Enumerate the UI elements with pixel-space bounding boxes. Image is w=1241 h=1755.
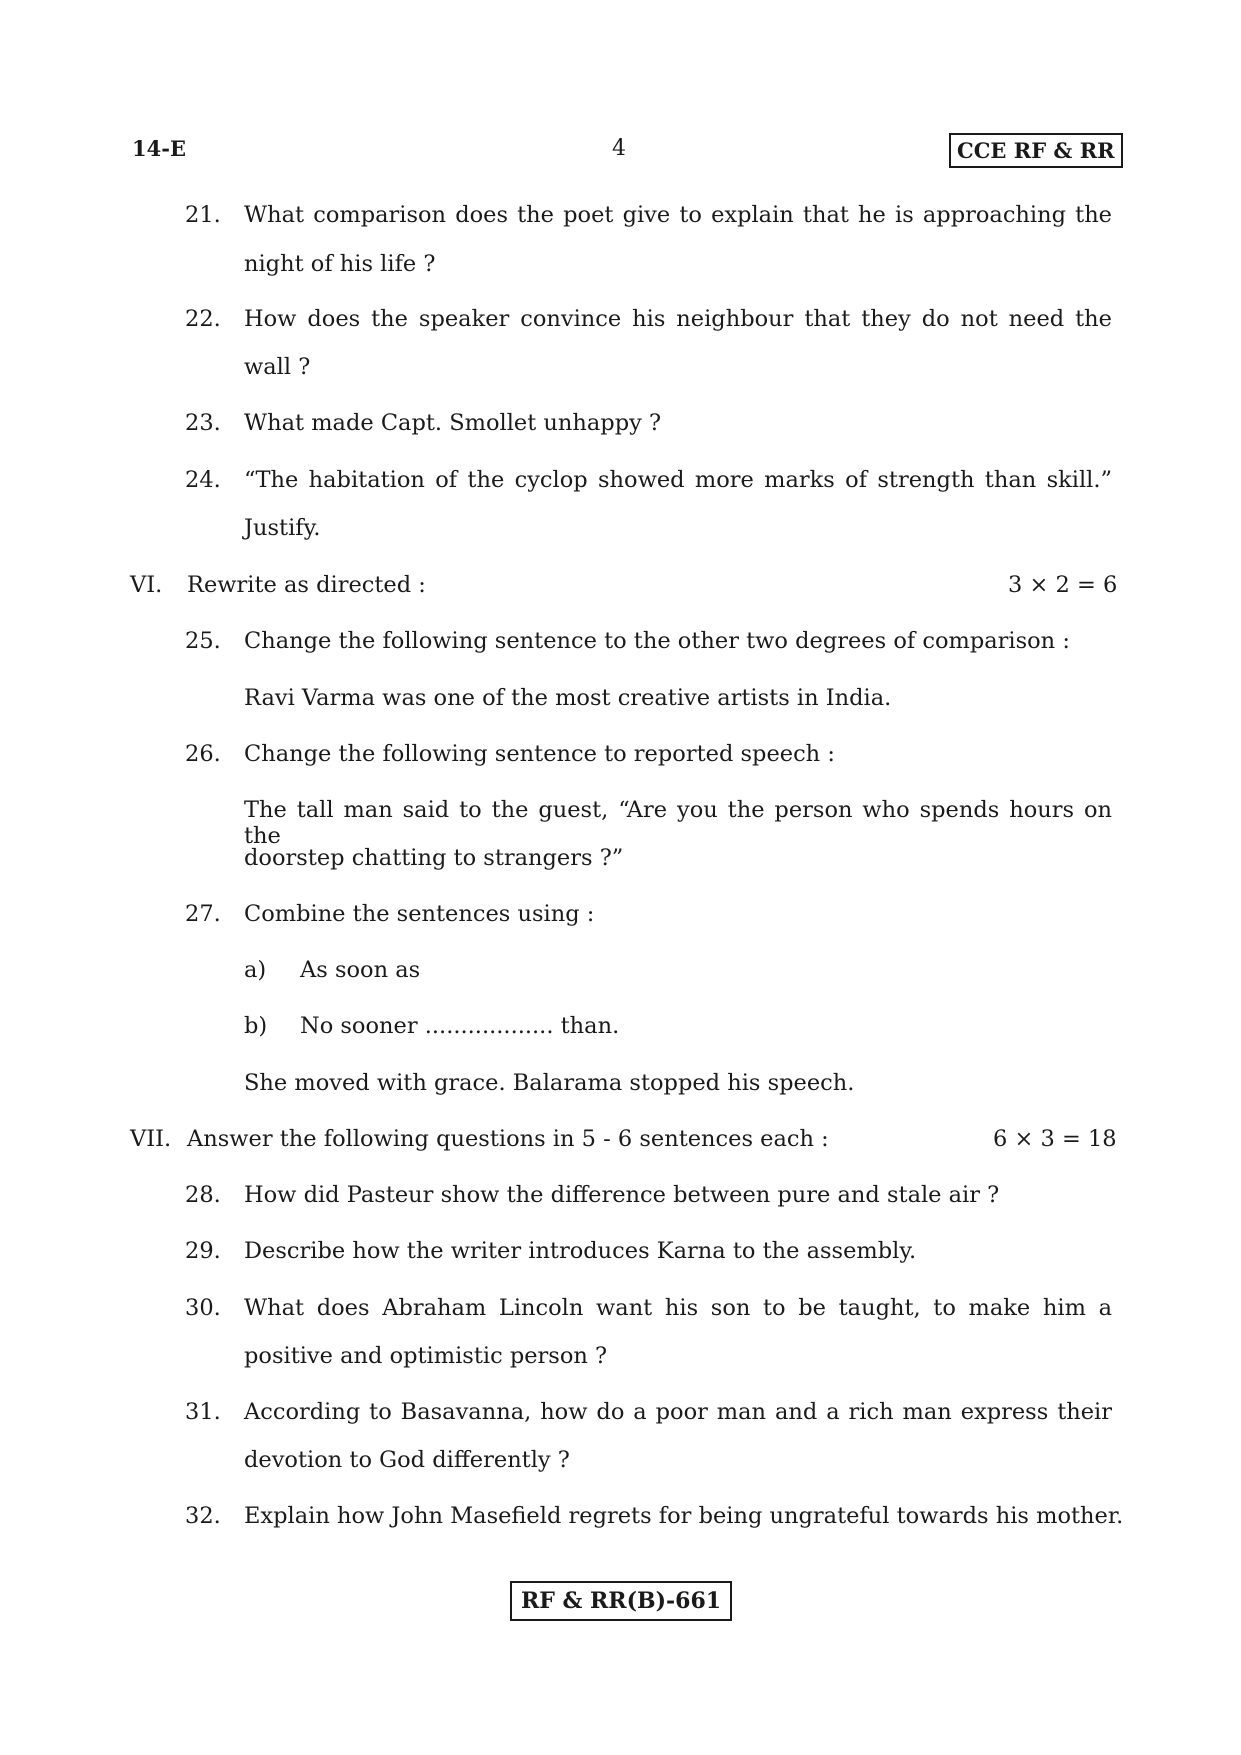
question-text-cont: Justify. <box>244 515 321 541</box>
section-marks: 6 × 3 = 18 <box>993 1126 1117 1152</box>
exam-code-box: CCE RF & RR <box>949 133 1123 168</box>
option-text-b: No sooner .................. than. <box>300 1013 620 1039</box>
question-text: Describe how the writer introduces Karna to the assembly. <box>244 1238 917 1264</box>
question-text: How did Pasteur show the difference between pure and stale air ? <box>244 1182 1000 1208</box>
section-title: Answer the following questions in 5 - 6 sentences each : <box>187 1126 829 1152</box>
question-text: According to Basavanna, how do a poor man and a rich man express their <box>244 1399 1112 1425</box>
question-text-cont: positive and optimistic person ? <box>244 1343 608 1369</box>
question-number: 30. <box>185 1295 221 1321</box>
option-label-a: a) <box>244 957 267 983</box>
question-number: 26. <box>185 741 221 767</box>
question-number: 25. <box>185 628 221 654</box>
option-text-a: As soon as <box>300 957 421 983</box>
question-number: 24. <box>185 467 221 493</box>
question-text: Change the following sentence to the other two degrees of comparison : <box>244 628 1070 654</box>
question-text-cont: wall ? <box>244 354 311 380</box>
question-text: What made Capt. Smollet unhappy ? <box>244 410 662 436</box>
page-number: 4 <box>612 136 626 161</box>
example-sentence-cont: doorstep chatting to strangers ?” <box>244 845 624 871</box>
example-sentence: The tall man said to the guest, “Are you the person who spends hours on the <box>244 797 1112 849</box>
question-text: How does the speaker convince his neighbour that they do not need the <box>244 306 1112 332</box>
question-number: 22. <box>185 306 221 332</box>
option-label-b: b) <box>244 1013 268 1039</box>
paper-code: 14-E <box>132 136 186 161</box>
question-text-cont: devotion to God differently ? <box>244 1447 570 1473</box>
question-number: 28. <box>185 1182 221 1208</box>
question-number: 32. <box>185 1503 221 1529</box>
question-number: 29. <box>185 1238 221 1264</box>
question-text: “The habitation of the cyclop showed more marks of strength than skill.” <box>244 467 1112 493</box>
question-number: 23. <box>185 410 221 436</box>
example-sentence: She moved with grace. Balarama stopped his speech. <box>244 1070 855 1096</box>
section-title: Rewrite as directed : <box>187 572 426 598</box>
question-text: Change the following sentence to reported speech : <box>244 741 835 767</box>
section-number: VI. <box>130 572 163 598</box>
section-marks: 3 × 2 = 6 <box>1008 572 1118 598</box>
question-text: What does Abraham Lincoln want his son to be taught, to make him a <box>244 1295 1112 1321</box>
question-text-cont: night of his life ? <box>244 251 436 277</box>
question-text: What comparison does the poet give to explain that he is approaching the <box>244 202 1112 228</box>
question-number: 31. <box>185 1399 221 1425</box>
question-number: 21. <box>185 202 221 228</box>
question-text: Combine the sentences using : <box>244 901 595 927</box>
section-number: VII. <box>130 1126 172 1152</box>
question-text: Explain how John Masefield regrets for being ungrateful towards his mother. <box>244 1503 1124 1529</box>
question-number: 27. <box>185 901 221 927</box>
footer-code-box: RF & RR(B)-661 <box>510 1581 732 1621</box>
example-sentence: Ravi Varma was one of the most creative artists in India. <box>244 685 892 711</box>
